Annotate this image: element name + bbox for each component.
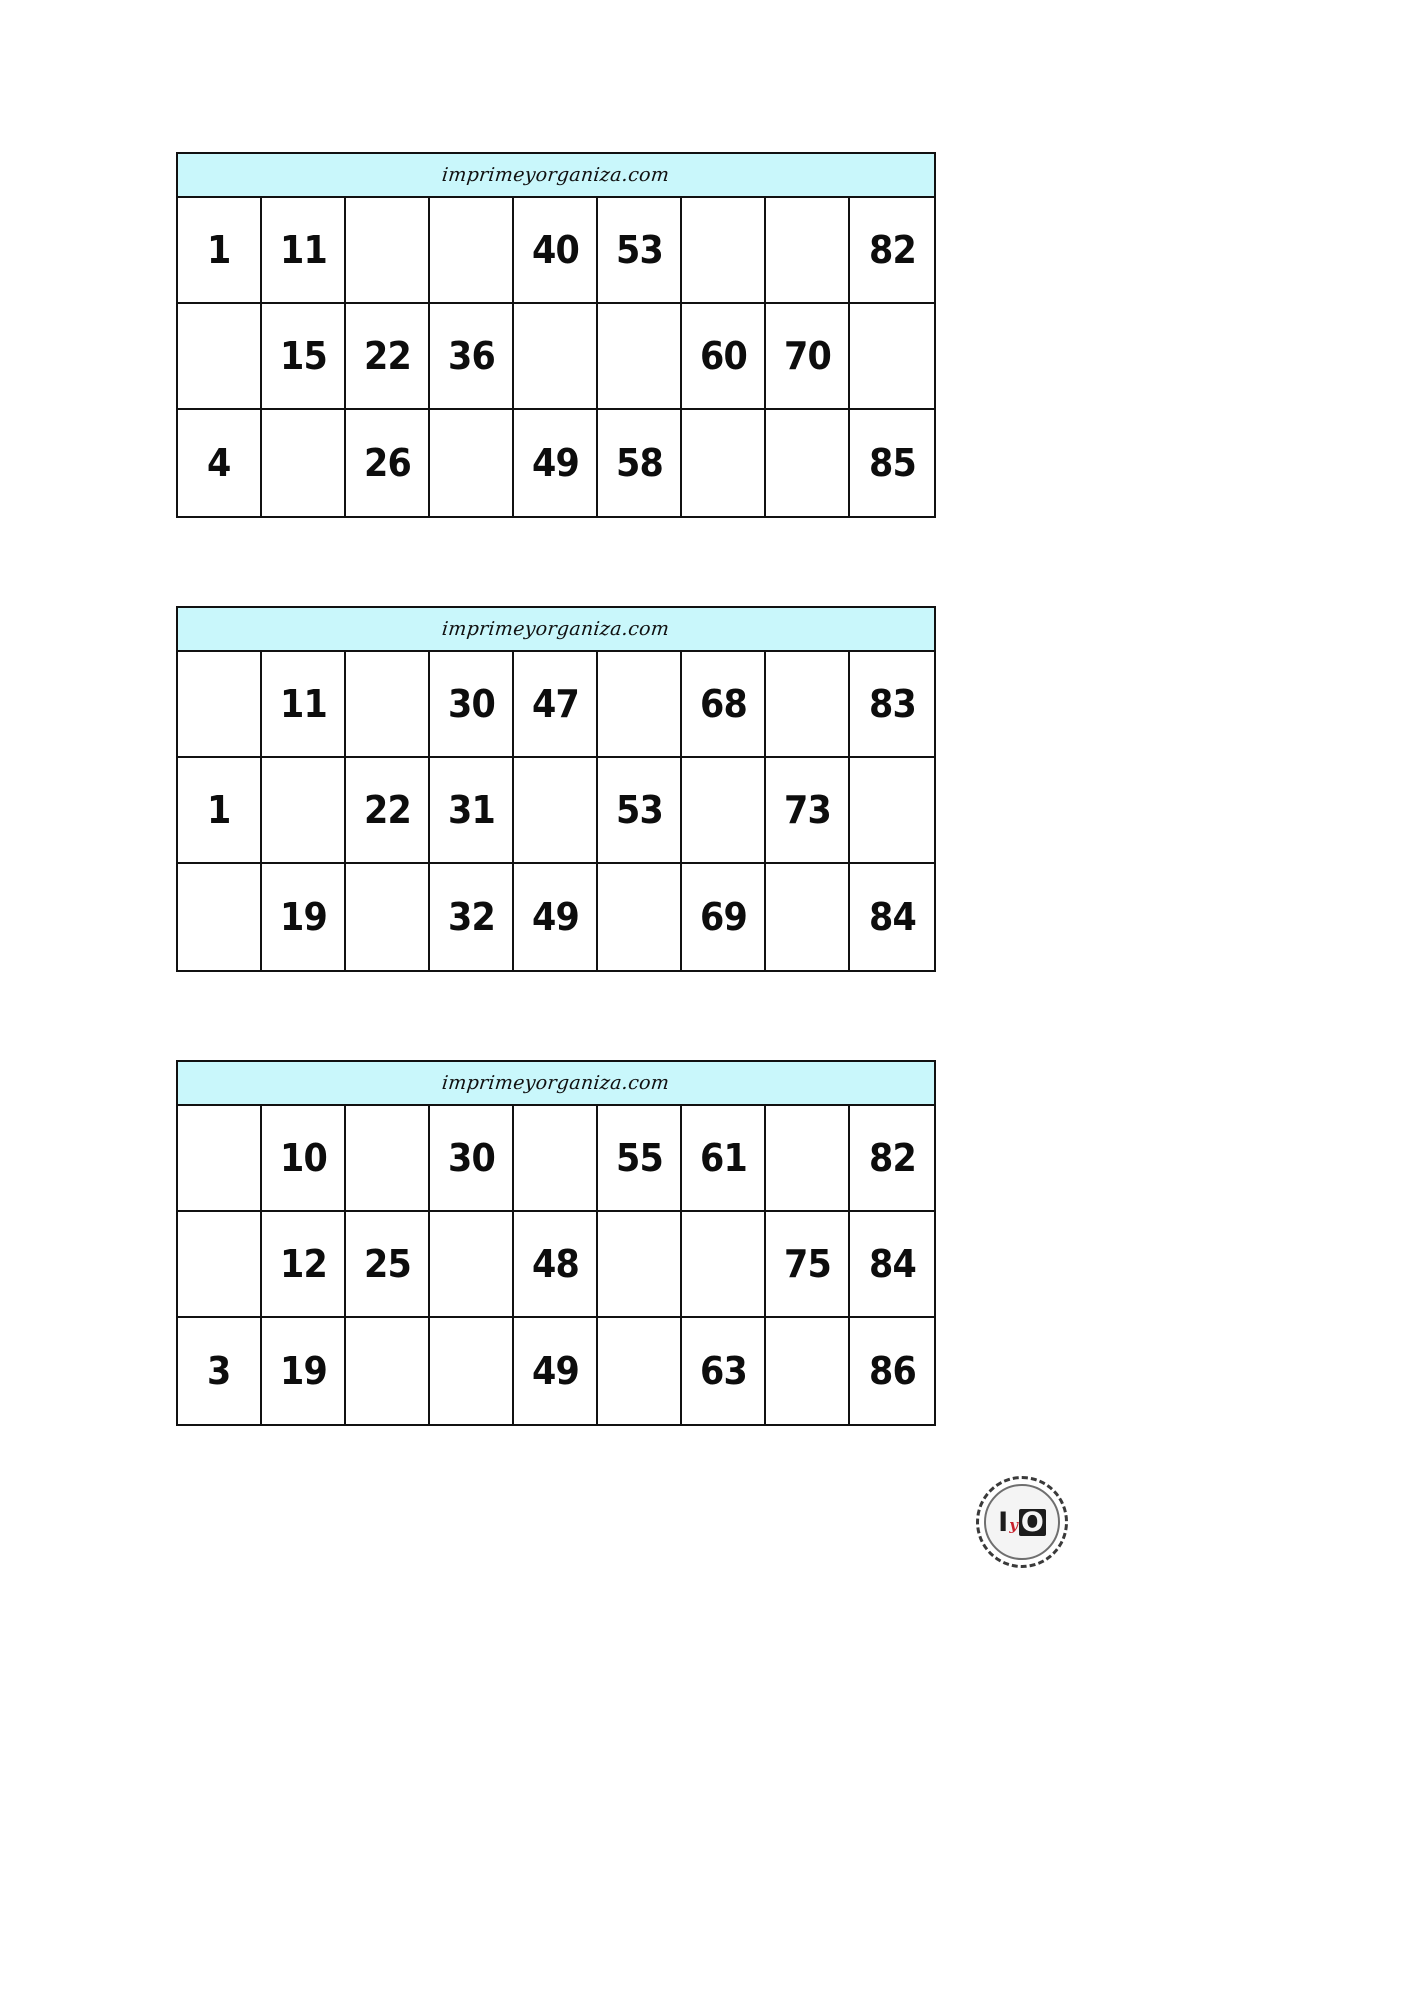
bingo-cell[interactable]	[850, 1106, 934, 1212]
bingo-cell-value: 55	[615, 1136, 663, 1180]
bingo-cell[interactable]	[346, 652, 430, 758]
bingo-cell-value: 84	[868, 895, 916, 939]
bingo-cell[interactable]	[514, 652, 598, 758]
bingo-cell-value: 82	[868, 228, 916, 272]
bingo-cell-value: 26	[363, 441, 411, 485]
bingo-cell-value: 11	[279, 682, 327, 726]
bingo-cell-value: 61	[699, 1136, 747, 1180]
bingo-cell[interactable]	[682, 1106, 766, 1212]
bingo-cell-value: 75	[783, 1242, 831, 1286]
bingo-cell[interactable]	[850, 1212, 934, 1318]
bingo-cell-value: 40	[531, 228, 579, 272]
bingo-cell[interactable]	[766, 652, 850, 758]
bingo-cell-value: 31	[447, 788, 495, 832]
bingo-cell-value: 3	[207, 1349, 231, 1393]
bingo-cell[interactable]	[262, 1318, 346, 1424]
bingo-cell[interactable]	[346, 1106, 430, 1212]
bingo-cell-value: 12	[279, 1242, 327, 1286]
bingo-cell[interactable]	[346, 410, 430, 516]
bingo-cell[interactable]	[766, 198, 850, 304]
bingo-cell[interactable]	[598, 198, 682, 304]
bingo-cell[interactable]	[430, 1106, 514, 1212]
bingo-cell-value: 82	[868, 1136, 916, 1180]
bingo-cell[interactable]	[682, 1212, 766, 1318]
bingo-cell[interactable]	[178, 758, 262, 864]
bingo-cell[interactable]	[514, 1212, 598, 1318]
bingo-cell-value: 22	[363, 788, 411, 832]
bingo-cell[interactable]	[682, 198, 766, 304]
card-header-text: imprimeyorganiza.com	[441, 164, 671, 186]
bingo-cell-value: 19	[279, 895, 327, 939]
bingo-cell-value: 68	[699, 682, 747, 726]
bingo-cell-value: 1	[207, 228, 231, 272]
bingo-cell[interactable]	[850, 864, 934, 970]
card-grid-1	[178, 198, 934, 516]
bingo-cell[interactable]	[514, 410, 598, 516]
bingo-card-1	[176, 152, 936, 518]
bingo-cell-value: 25	[363, 1242, 411, 1286]
bingo-cell-value: 10	[279, 1136, 327, 1180]
bingo-cell[interactable]	[262, 304, 346, 410]
bingo-cell-value: 70	[783, 334, 831, 378]
bingo-cell[interactable]	[178, 1212, 262, 1318]
bingo-cell[interactable]	[514, 758, 598, 864]
bingo-cell[interactable]	[178, 1106, 262, 1212]
bingo-cell-value: 49	[531, 441, 579, 485]
bingo-cell[interactable]	[430, 1318, 514, 1424]
bingo-cell-value: 60	[699, 334, 747, 378]
bingo-cell-value: 73	[783, 788, 831, 832]
bingo-cell[interactable]	[262, 652, 346, 758]
bingo-cell[interactable]	[598, 1318, 682, 1424]
card-grid-3	[178, 1106, 934, 1424]
bingo-cell[interactable]	[850, 198, 934, 304]
bingo-cell[interactable]	[766, 1106, 850, 1212]
bingo-cell-value: 22	[363, 334, 411, 378]
bingo-cell[interactable]	[514, 1318, 598, 1424]
bingo-card-3	[176, 1060, 936, 1426]
bingo-cell-value: 48	[531, 1242, 579, 1286]
bingo-cell[interactable]	[766, 304, 850, 410]
bingo-cell-value: 63	[699, 1349, 747, 1393]
card-header-3	[178, 1062, 934, 1106]
bingo-cell[interactable]	[262, 864, 346, 970]
bingo-cell[interactable]	[850, 410, 934, 516]
bingo-cell[interactable]	[682, 410, 766, 516]
bingo-cell[interactable]	[178, 864, 262, 970]
bingo-cell-value: 47	[531, 682, 579, 726]
bingo-cell[interactable]	[178, 304, 262, 410]
bingo-cell-value: 84	[868, 1242, 916, 1286]
card-header-1	[178, 154, 934, 198]
bingo-cell-value: 36	[447, 334, 495, 378]
bingo-cell-value: 49	[531, 1349, 579, 1393]
bingo-cell[interactable]	[766, 1212, 850, 1318]
logo-inner-circle-icon	[984, 1484, 1060, 1560]
bingo-cell[interactable]	[262, 410, 346, 516]
bingo-cell[interactable]	[682, 758, 766, 864]
bingo-cell[interactable]	[682, 652, 766, 758]
bingo-cell[interactable]	[766, 410, 850, 516]
bingo-cell[interactable]	[850, 652, 934, 758]
bingo-cell-value: 49	[531, 895, 579, 939]
card-header-text: imprimeyorganiza.com	[441, 618, 671, 640]
bingo-cell-value: 32	[447, 895, 495, 939]
bingo-cell[interactable]	[598, 758, 682, 864]
bingo-cell[interactable]	[262, 758, 346, 864]
bingo-cell-value: 19	[279, 1349, 327, 1393]
bingo-cell[interactable]	[430, 652, 514, 758]
bingo-cell-value: 86	[868, 1349, 916, 1393]
brand-logo	[976, 1476, 1068, 1568]
bingo-cell-value: 53	[615, 788, 663, 832]
bingo-cell-value: 83	[868, 682, 916, 726]
bingo-cell[interactable]	[514, 304, 598, 410]
bingo-cell[interactable]	[598, 304, 682, 410]
bingo-cell[interactable]	[598, 1212, 682, 1318]
bingo-cell[interactable]	[430, 410, 514, 516]
bingo-cell[interactable]	[766, 758, 850, 864]
bingo-cell-value: 58	[615, 441, 663, 485]
bingo-cell-value: 53	[615, 228, 663, 272]
bingo-cell[interactable]	[682, 864, 766, 970]
bingo-cell-value: 1	[207, 788, 231, 832]
bingo-cell[interactable]	[178, 652, 262, 758]
bingo-cell-value: 15	[279, 334, 327, 378]
bingo-cell[interactable]	[430, 1212, 514, 1318]
bingo-cell[interactable]	[178, 198, 262, 304]
bingo-cell[interactable]	[262, 1212, 346, 1318]
bingo-cell[interactable]	[766, 1318, 850, 1424]
bingo-cell[interactable]	[430, 304, 514, 410]
bingo-cell[interactable]	[682, 1318, 766, 1424]
bingo-cell-value: 85	[868, 441, 916, 485]
card-header-text: imprimeyorganiza.com	[441, 1072, 671, 1094]
bingo-cell[interactable]	[346, 198, 430, 304]
bingo-cell-value: 69	[699, 895, 747, 939]
logo-letter-y: y	[1009, 1515, 1018, 1534]
card-header-2	[178, 608, 934, 652]
bingo-cell[interactable]	[598, 410, 682, 516]
bingo-cell[interactable]	[346, 304, 430, 410]
bingo-cell[interactable]	[514, 864, 598, 970]
bingo-cell[interactable]	[598, 652, 682, 758]
bingo-cell[interactable]	[346, 864, 430, 970]
bingo-cell[interactable]	[346, 1212, 430, 1318]
bingo-cell-value: 30	[447, 682, 495, 726]
bingo-cell[interactable]	[598, 864, 682, 970]
bingo-cell[interactable]	[430, 864, 514, 970]
bingo-cell[interactable]	[346, 758, 430, 864]
bingo-cell-value: 30	[447, 1136, 495, 1180]
bingo-cell[interactable]	[346, 1318, 430, 1424]
logo-monogram	[998, 1506, 1046, 1538]
bingo-cell[interactable]	[430, 758, 514, 864]
bingo-card-2	[176, 606, 936, 972]
bingo-cell[interactable]	[598, 1106, 682, 1212]
bingo-cell[interactable]	[178, 1318, 262, 1424]
bingo-cards-stack	[176, 152, 936, 1514]
bingo-cell-value: 4	[207, 441, 231, 485]
bingo-cell[interactable]	[178, 410, 262, 516]
logo-letter-i: I	[998, 1506, 1009, 1538]
bingo-cell[interactable]	[766, 864, 850, 970]
bingo-cell[interactable]	[514, 198, 598, 304]
bingo-cell[interactable]	[262, 1106, 346, 1212]
bingo-cell[interactable]	[850, 1318, 934, 1424]
bingo-cell-value: 11	[279, 228, 327, 272]
bingo-cell[interactable]	[514, 1106, 598, 1212]
card-grid-2	[178, 652, 934, 970]
bingo-cell[interactable]	[430, 198, 514, 304]
bingo-cell[interactable]	[682, 304, 766, 410]
bingo-cell[interactable]	[850, 304, 934, 410]
logo-letter-o: O	[1020, 1506, 1044, 1538]
bingo-cell[interactable]	[262, 198, 346, 304]
bingo-cell[interactable]	[850, 758, 934, 864]
